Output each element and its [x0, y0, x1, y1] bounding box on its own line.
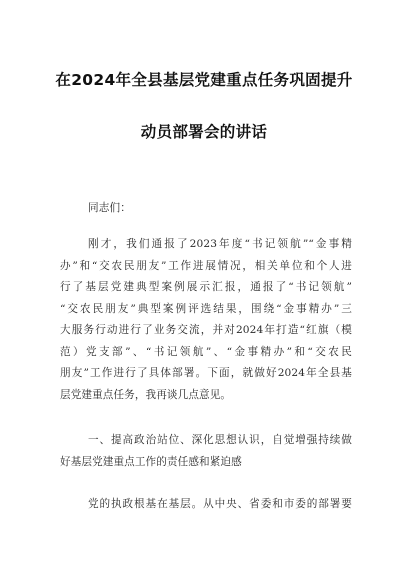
- document-title-line-1: 在2024年全县基层党建重点任务巩固提升: [55, 71, 353, 89]
- paragraph-line: 党的执政根基在基层。从中央、省委和市委的部署要: [88, 498, 352, 510]
- document-title-line-2: 动员部署会的讲话: [140, 123, 268, 141]
- paragraph-3: [60, 494, 352, 516]
- salutation: 同志们：: [88, 202, 131, 214]
- paragraph-line: 刚才，我们通报了2023年度“书记领航”“金事精: [88, 238, 352, 250]
- paragraph-line: 朋友”工作进行了具体部署。下面，就做好2024年全县基: [60, 367, 352, 379]
- section-heading-1: [60, 430, 352, 473]
- paragraph-1: [60, 234, 352, 406]
- paragraph-line: 行了基层党建典型案例展示汇报，通报了“书记领航”: [60, 281, 352, 293]
- paragraph-line: 好基层党建重点工作的责任感和紧迫感: [60, 455, 242, 468]
- paragraph-line: 办”和“交农民朋友”工作进展情况，相关单位和个人进: [60, 259, 352, 272]
- paragraph-line: 大服务行动进行了业务交流，并对2024年打造“红旗（模: [60, 324, 352, 336]
- paragraph-line: “交农民朋友”典型案例评选结果，围绕“金事精办”三: [60, 302, 352, 315]
- paragraph-line: 一、提高政治站位、深化思想认识，自觉增强持续做: [88, 434, 352, 446]
- paragraph-line: 范）党支部”、“书记领航”、“金事精办”和“交农民: [60, 345, 352, 358]
- paragraph-line: 层党建重点任务，我再谈几点意见。: [60, 388, 232, 401]
